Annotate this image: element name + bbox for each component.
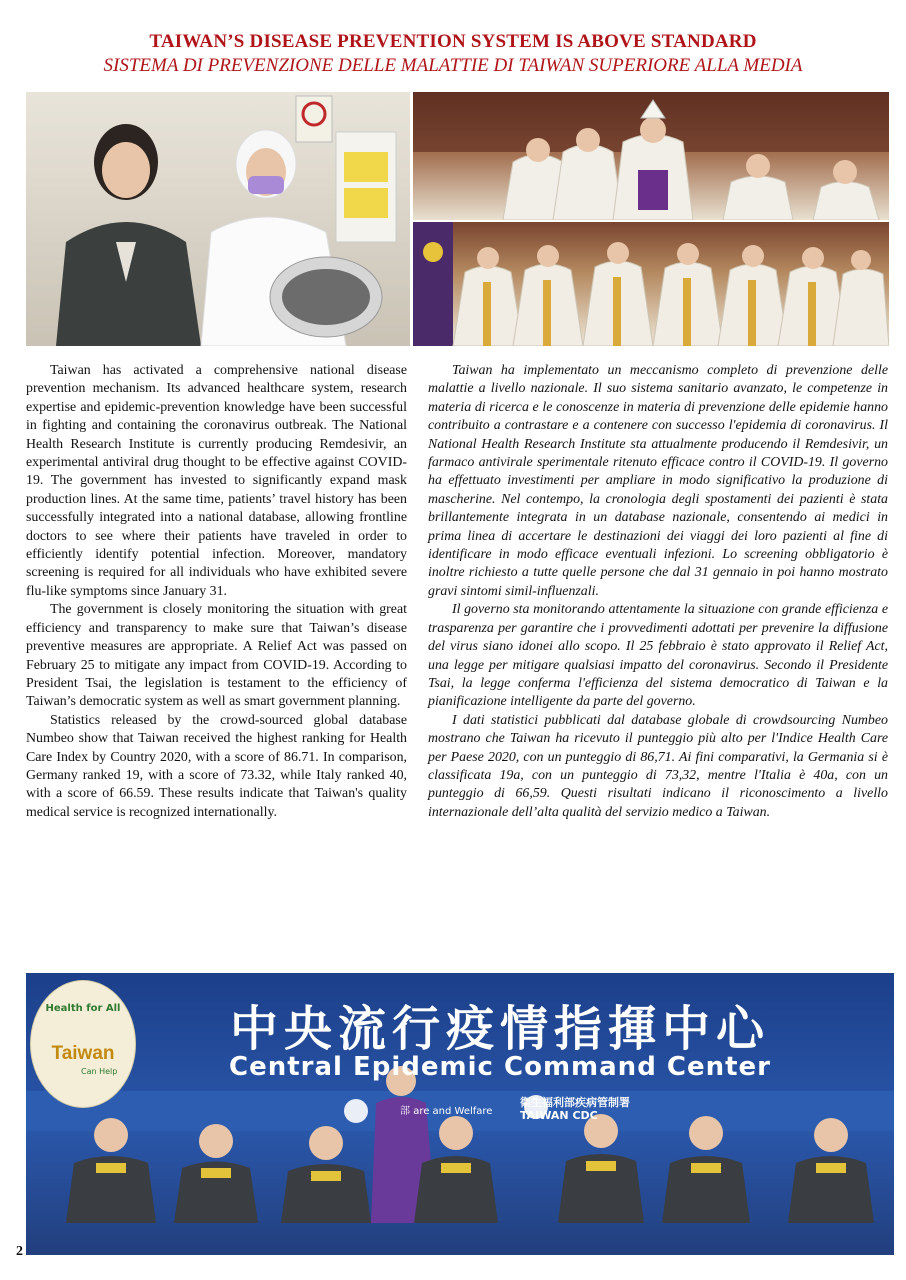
command-center-banner-en: Central Epidemic Command Center (229, 1052, 771, 1082)
badge-sub-text: Can Help (81, 1067, 118, 1076)
photo-clergy-row-graphic (413, 222, 889, 346)
taiwan-cdc-sign (520, 1096, 630, 1122)
page-number: 2 (16, 1244, 23, 1259)
title-english: TAIWAN’S DISEASE PREVENTION SYSTEM IS ABOVE STANDARD (149, 31, 757, 52)
article-it-paragraph-3: I dati statistici pubblicati dal database globale di crowdsourcing Numbeo mostrano che Taiwan ha ricevuto il punteggio più alto per l'Indice Health Care per Paese 2020, con un punteggio di 86,71. Ai fini comparativi, la Germania si è classificata 19a, con un punteggio di 73,32, mentre l'Italia è 40a, con un punteggio di 66,59. Questi risultati indicano il riconoscimento a livello internazionale dell’alta qualità del servizio medico a Taiwan. (428, 712, 888, 820)
article-english (26, 362, 407, 822)
photo-clergy-altar (413, 92, 889, 220)
photo-president-lab-graphic (26, 92, 410, 346)
taiwan-cdc-sign-en: TAIWAN CDC (520, 1109, 598, 1122)
ministry-sign (400, 1102, 492, 1117)
article-en-paragraph-2: The government is closely monitoring the situation with great efficiency and transparency to make sure that Taiwan’s disease preventive measures are appropriate. A Relief Act was passed on February 25 to mitigate any impact from COVID-19. According to President Tsai, the legislation is testament to the efficiency of Taiwan’s democratic system as well as smart government planning. (26, 602, 407, 710)
article-it-paragraph-2: Il governo sta monitorando attentamente la situazione con grande efficienza e trasparenza per garantire che i provvedimenti adottati per prevenire la diffusione del virus siano idonei allo scopo. Il 25 febbraio è stato approvato il Relief Act, una legge per mitigare qualsiasi impatto del coronavirus. Secondo il Presidente Tsai, la legge conferma l'efficienza del sistema democratico di Taiwan e la pianificazione intelligente da parte del governo. (428, 602, 888, 710)
article-en-paragraph-1: Taiwan has activated a comprehensive national disease prevention mechanism. Its advanced healthcare system, research expertise and epidemic-prevention knowledge have been successful in fighting and containing the coronavirus outbreak. The National Health Research Institute is currently producing Remdesivir, an experimental antiviral drug thought to be effective against COVID-19. The government has invested to significantly expand mask production lines. At the same time, patients’ travel history has been successfully integrated into a national database, allowing frontline doctors to see where their patients have traveled in order to efficiently identify potential infection. Moreover, mandatory screening is required for all individuals who have exhibited severe flu-like symptoms since January 31. (26, 363, 407, 599)
command-center-banner-zh: 中央流行疫情指揮中心 (229, 1001, 770, 1057)
page-header (0, 30, 906, 78)
article-en-paragraph-3: Statistics released by the crowd-sourced global database Numbeo show that Taiwan received the highest ranking for Health Care Index by Country 2020, with a score of 86.71. In comparison, Germany ranked 19, with a score of 73.32, while Italy ranked 40, with a score of 66.59. These results indicate that Taiwan's quality medical service is recognized internationally. (26, 712, 407, 820)
badge-main-text: Taiwan (51, 1043, 115, 1064)
photo-clergy-altar-graphic (413, 92, 889, 220)
ministry-sign-en: are and Welfare (413, 1106, 493, 1117)
article-it-paragraph-1: Taiwan ha implementato un meccanismo completo di prevenzione delle malattie a livello nazionale. Il suo sistema sanitario avanzato, le competenze in materia di ricerca e le conoscenze in materia di prevenzione delle epidemie hanno contribuito a contrastare e a contenere con successo l'epidemia di coronavirus. Il National Health Research Institute sta attualmente producendo il Remdesivir, un farmaco antivirale sperimentale ritenuto efficace contro il COVID-19. Il governo ha effettuato investimenti per ampliare in modo significativo la produzione di mascherine. Nel contempo, la cronologia degli spostamenti dei pazienti è stata brillantemente integrata in un database nazionale, consentendo ai medici in prima linea di accertare le destinazioni dei viaggi dei loro pazienti al fine di identificare in modo efficace eventuali infezioni. Lo screening obbligatorio è inoltre richiesto a tutte quelle persone che dal 31 gennaio in poi hanno mostrato gravi sintomi simil-influenzali. (428, 363, 888, 599)
badge-top-text: Health for All (45, 1003, 121, 1014)
article-italian (428, 362, 888, 822)
photo-clergy-row (413, 222, 889, 346)
ministry-sign-zh: 部 (400, 1106, 410, 1117)
taiwan-cdc-sign-zh: 衛生福利部疾病管制署 (520, 1096, 630, 1109)
title-italian: SISTEMA DI PREVENZIONE DELLE MALATTIE DI TAIWAN SUPERIORE ALLA MEDIA (103, 55, 803, 76)
photo-president-lab (26, 92, 410, 346)
